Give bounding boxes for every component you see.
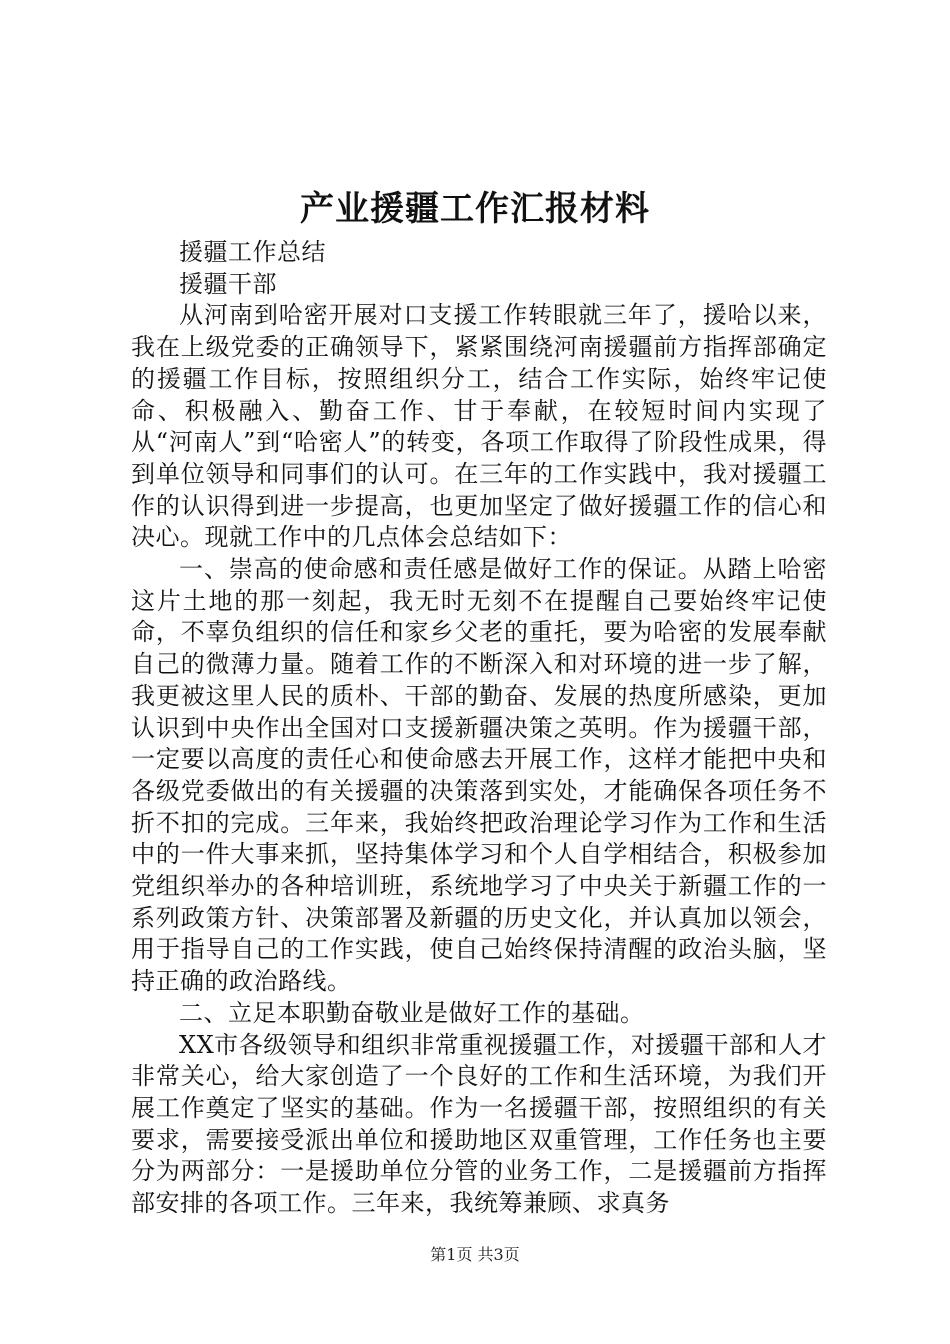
paragraph-point-two-heading: 二、立足本职勤奋敬业是做好工作的基础。	[179, 998, 645, 1027]
paragraph-point-one: 一、崇高的使命感和责任感是做好工作的保证。从踏上哈密这片土地的那一刻起，我无时无刻不在提醒自己要始终牢记使命，不辜负组织的信任和家乡父老的重托，要为哈密的发展奉献自己的微薄力量。随着工作的不断深入和对环境的进一步了解，我更被这里人民的质朴、干部的勤奋、发展的热度所感染，更加认识到中央作出全国对口支援新疆决策之英明。作为援疆干部，一定要以高度的责任心和使命感去开展工作，这样才能把中央和各级党委做出的有关援疆的决策落到实处，才能确保各项任务不折不扣的完成。三年来，我始终把政治理论学习作为工作和生活中的一件大事来抓，坚持集体学习和个人自学相结合，积极参加党组织举办的各种培训班，系统地学习了中央关于新疆工作的一系列政策方针、决策部署及新疆的历史文化，并认真加以领会，用于指导自己的工作实践，使自己始终保持清醒的政治头脑，坚持正确的政治路线。	[131, 555, 827, 996]
document-title: 产业援疆工作汇报材料	[300, 189, 650, 229]
paragraph-point-two-body: XX市各级领导和组织非常重视援疆工作，对援疆干部和人才非常关心，给大家创造了一个良好的工作和生活环境，为我们开展工作奠定了坚实的基础。作为一名援疆干部，按照组织的有关要求，需要接受派出单位和援助地区双重管理，工作任务也主要分为两部分：一是援助单位分管的业务工作，二是援疆前方指挥部安排的各项工作。三年来，我统筹兼顾、求真务	[131, 1030, 827, 1218]
paragraph-heading-cadre: 援疆干部	[179, 269, 277, 298]
paragraph-intro: 从河南到哈密开展对口支援工作转眼就三年了，援哈以来，我在上级党委的正确领导下，紧紧围绕河南援疆前方指挥部确定的援疆工作目标，按照组织分工，结合工作实际，始终牢记使命、积极融入、勤奋工作、甘于奉献，在较短时间内实现了从“河南人”到“哈密人”的转变，各项工作取得了阶段性成果，得到单位领导和同事们的认可。在三年的工作实践中，我对援疆工作的认识得到进一步提高，也更加坚定了做好援疆工作的信心和决心。现就工作中的几点体会总结如下：	[131, 301, 827, 552]
page-footer: 第1页 共3页	[430, 1245, 520, 1264]
document-body	[131, 237, 827, 1220]
paragraph-heading-summary: 援疆工作总结	[179, 238, 326, 266]
